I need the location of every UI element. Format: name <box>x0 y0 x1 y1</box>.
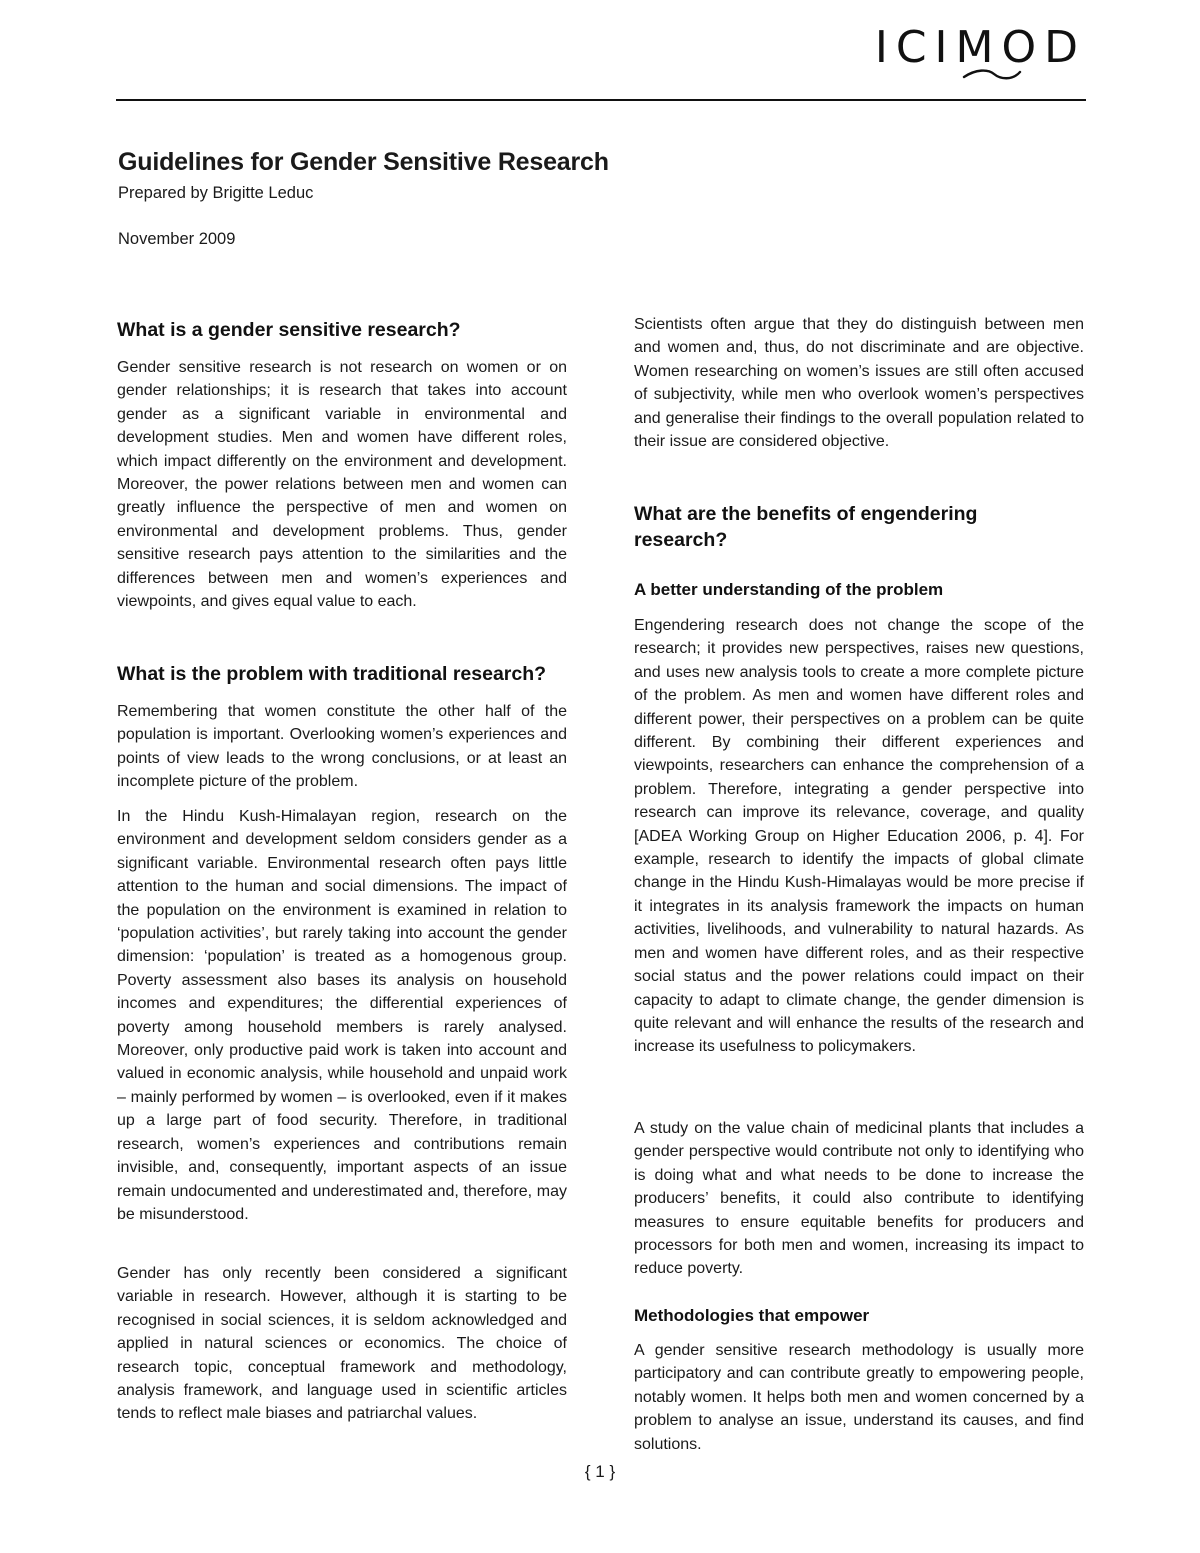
section-heading-what-is: What is a gender sensitive research? <box>117 319 461 341</box>
page-number: { 1 } <box>584 1462 616 1481</box>
header-rule <box>116 99 1086 101</box>
paragraph: Remembering that women constitute the other half of the population is important. Overlooking women’s experiences and points of view leads to the wrong conclusions, or at least an incomplete picture of the problem. <box>117 703 567 791</box>
subheading-methodologies: Methodologies that empower <box>634 1306 870 1325</box>
paragraph: Engendering research does not change the scope of the research; it provides new perspectives, raises new questions, and uses new analysis tools to create a more complete picture of the problem. As men and women have different roles and different power, their perspectives on a problem can be quite different. By combining their different experiences and viewpoints, researchers can enhance the comprehension of a problem. Therefore, integrating a gender perspective into research can improve its relevance, coverage, and quality [ADEA Working Group on Higher Education 2006, p. 4]. For example, research to identify the impacts of global climate change in the Hindu Kush-Himalayas would be more precise if it integrates in its analysis framework the impacts on human activities, livelihoods, and vulnerability to natural hazards. As men and women have different roles, and as their respective social status and the power relations could impact on their capacity to adapt to climate change, the gender dimension is quite relevant and will enhance the results of the research and increase its usefulness to policymakers. <box>634 617 1084 1056</box>
document-byline: Prepared by Brigitte Leduc <box>118 184 314 202</box>
document-title: Guidelines for Gender Sensitive Research <box>118 148 609 176</box>
document-date: November 2009 <box>118 230 236 248</box>
paragraph: Scientists often argue that they do distinguish between men and women and, thus, do not discriminate and are objective. Women researching on women’s issues are still often accused of subjectivity, while men who overlook women’s perspectives and generalise their findings to the overall population related to their issue are considered objective. <box>634 316 1084 451</box>
paragraph: Gender has only recently been considered a significant variable in research. However, although it is starting to be recognised in social sciences, it is seldom acknowledged and applied in natural sciences or economics. The choice of research topic, conceptual framework and methodology, analysis framework, and language used in scientific articles tends to reflect male biases and patriarchal values. <box>117 1265 567 1423</box>
logo-wave-icon <box>962 68 1022 82</box>
subheading-better-understanding: A better understanding of the problem <box>634 580 944 599</box>
section-heading-traditional-problem: What is the problem with traditional research? <box>117 663 547 685</box>
paragraph: A gender sensitive research methodology is usually more participatory and can contribute greatly to empowering people, notably women. It helps both men and women concerned by a problem to analyse an issue, understand its causes, and find solutions. <box>634 1342 1084 1453</box>
section-heading-benefits: What are the benefits of engendering research? <box>634 503 978 551</box>
paragraph: Gender sensitive research is not research on women or on gender relationships; it is research that takes into account gender as a significant variable in environmental and development studies. Men and women have different roles, which impact differently on the environment and development. Moreover, the power relations between men and women can greatly influence the perspective of men and women on environmental and development problems. Thus, gender sensitive research pays attention to the similarities and the differences between men and women’s experiences and viewpoints, and gives equal value to each. <box>117 359 567 611</box>
paragraph: A study on the value chain of medicinal plants that includes a gender perspective would contribute not only to identifying who is doing what and what needs to be done to increase the producers’ benefits, it could also contribute to identifying measures to ensure equitable benefits for producers and processors for both men and women, increasing its impact to reduce poverty. <box>634 1120 1084 1278</box>
icimod-logo: ICIMOD <box>874 22 1086 73</box>
paragraph: In the Hindu Kush-Himalayan region, research on the environment and development seldom considers gender as a significant variable. Environmental research often pays little attention to the human and social dimensions. The impact of the population on the environment is examined in relation to ‘population activities’, but rarely taking into account the gender dimension: ‘population’ is treated as a homogenous group. Poverty assessment also bases its analysis on household incomes and expenditures; the differential experiences of poverty among household members is rarely analysed. Moreover, only productive paid work is taken into account and valued in economic analysis, while household and unpaid work – mainly performed by women – is overlooked, even if it makes up a large part of food security. Therefore, in traditional research, women’s experiences and contributions remain invisible, and, consequently, important aspects of an issue remain undocumented and underestimated and, therefore, may be misunderstood. <box>117 808 567 1223</box>
